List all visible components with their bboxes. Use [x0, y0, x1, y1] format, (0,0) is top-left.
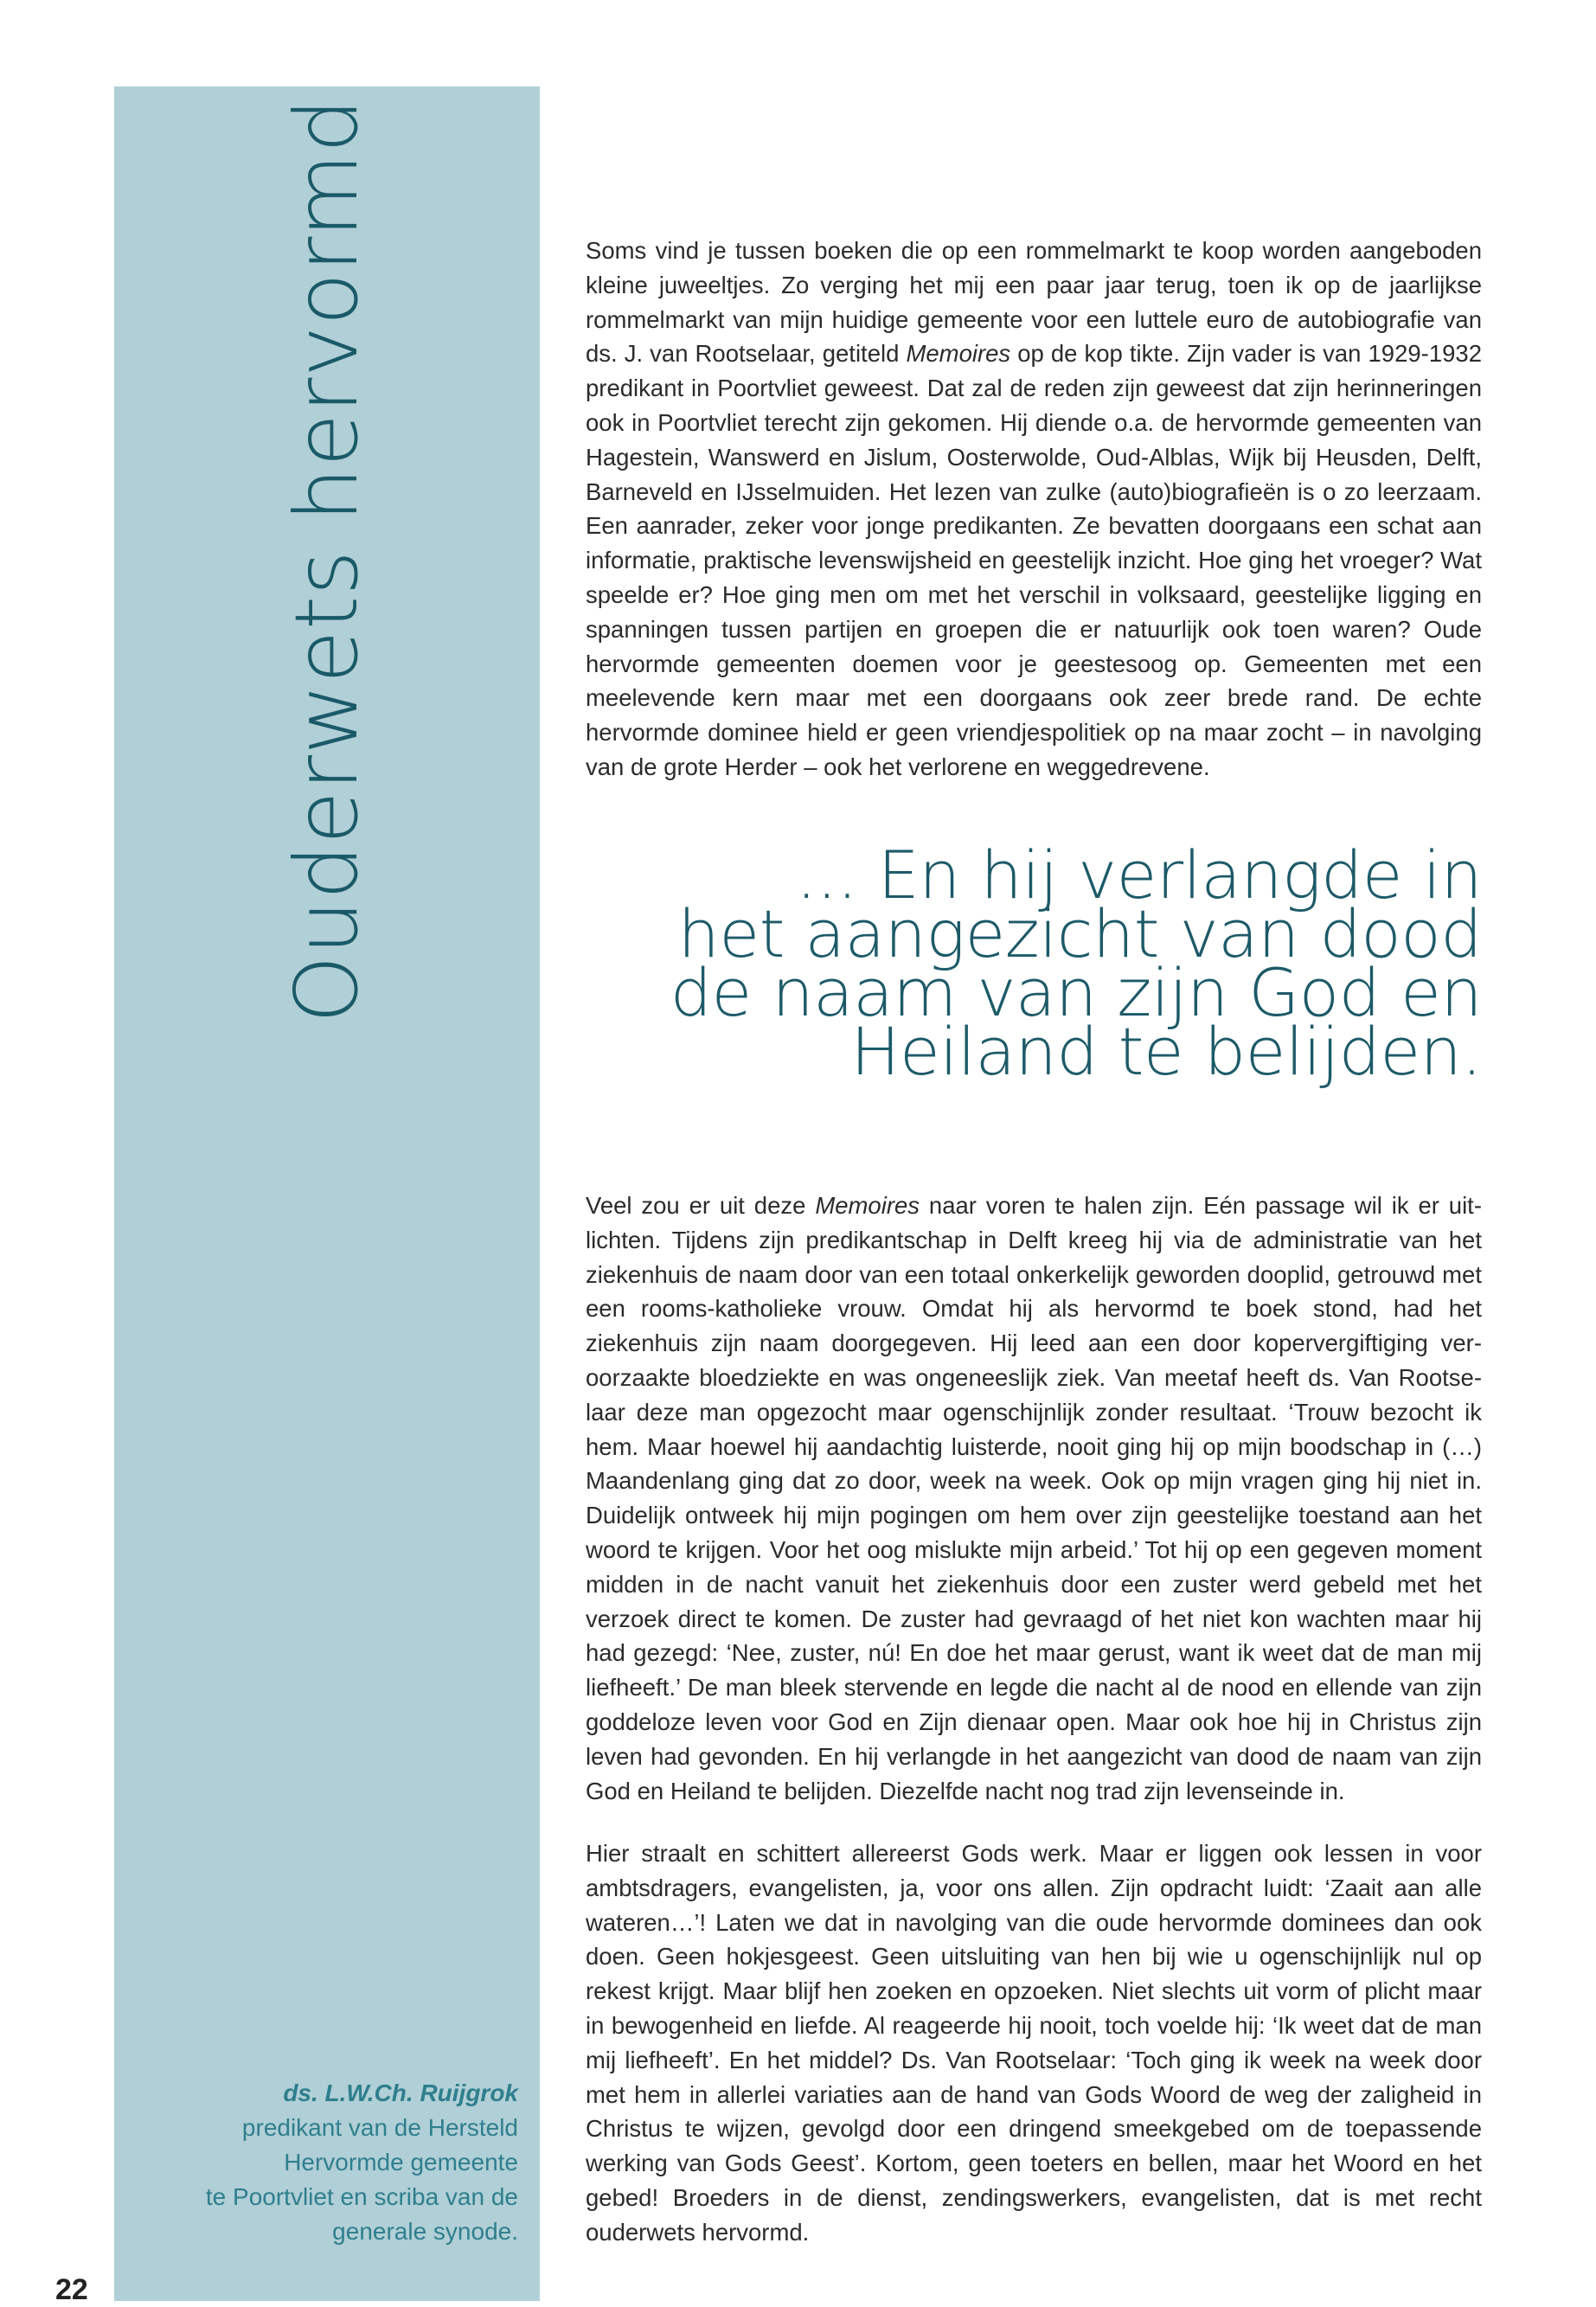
author-line: te Poortvliet en scriba van de: [205, 2183, 518, 2210]
pull-quote-line: Heiland te belijden.: [850, 1013, 1482, 1090]
paragraph-text: Soms vind je tussen boeken die op een rommelmarkt te koop worden aangeboden kleine juweeltjes. Zo verging het mij een paar jaar terug, toen ik op de jaarlijkse rommelmarkt van mijn huidige gemeente voor een luttele euro de autobiografie van ds. J. van Rootselaar, getiteld: [586, 237, 1482, 368]
paragraph-text: naar voren te halen zijn. Eén passage wil ik er uitlichten. Tijdens zijn predikantschap in Delft kreeg hij via de administratie van het ziekenhuis de naam door van een totaal onkerkelijk geworden dooplid, getrouwd met een rooms-katholieke vrouw. Omdat hij als hervormd te boek stond, had het ziekenhuis zijn naam doorgegeven. Hij leed aan een door kopervergiftiging veroorzaakte bloedziekte en was ongeneeslijk ziek. Van meetaf heeft ds. Van Rootselaar deze man opgezocht maar ogenschijnlijk zonder resultaat. ‘Trouw bezocht ik hem. Maar hoewel hij aandachtig luisterde, nooit ging hij op mijn boodschap in (…) Maandenlang ging dat zo door, week na week. Ook op mijn vragen ging hij niet in. Duidelijk ontweek hij mijn pogingen om hem over zijn geestelijke toestand aan het woord te krijgen. Voor het oog mislukte mijn arbeid.’ Tot hij op een gegeven moment midden in de nacht vanuit het ziekenhuis door een zuster werd gebeld met het verzoek direct te komen. De zuster had gevraagd of het niet kon wachten maar hij had gezegd: ‘Nee, zuster, nú! En doe het maar gerust, want ik weet dat de man mij liefheeft.’ De man bleek stervende en legde die nacht al de nood en ellende van zijn goddeloze leven voor God en Zijn dienaar open. Maar ook hoe hij in Christus zijn leven had gevonden. En hij verlangde in het aangezicht van dood de naam van zijn God en Heiland te belijden. Diezelfde nacht nog trad zijn levenseinde in.: [586, 1192, 1482, 1804]
author-line: generale synode.: [332, 2218, 518, 2245]
pull-quote-line: het aangezicht van dood: [677, 895, 1482, 972]
article-paragraph-2: [586, 1189, 1482, 1808]
pull-quote: [657, 836, 1482, 1090]
vertical-title: Ouderwets hervormd: [276, 97, 377, 1024]
author-line: predikant van de Hersteld: [241, 2114, 518, 2141]
author-name: ds. L.W.Ch. Ruijgrok: [283, 2080, 518, 2106]
paragraph-text: op de kop tikte. Zijn vader is van 1929-1932 predikant in Poortvliet geweest. Dat zal de reden zijn geweest dat zijn herinneringen ook in Poortvliet terecht zijn gekomen. Hij diende o.a. de hervormde gemeenten van Hagestein, Wanswerd en Jislum, Oosterwolde, Oud-Alblas, Wijk bij Heusden, Delft, Barneveld en IJsselmuiden. Het lezen van zulke (auto)biografieën is o zo leerzaam. Een aanrader, zeker voor jonge predikanten. Ze bevatten doorgaans een schat aan informatie, praktische levenswijsheid en geestelijk inzicht. Hoe ging het vroeger? Wat speelde er? Hoe ging men om met het verschil in volksaard, geestelijke ligging en spanningen tussen partijen en groepen die er natuurlijk ook toen waren? Oude hervormde gemeenten doemen voor je geestesoog op. Gemeenten met een meelevende kern maar met een doorgaans ook zeer brede rand. De echte hervormde dominee hield er geen vriendjespolitiek op na maar zocht – in navolging van de grote Herder – ook het verlorene en weggedrevene.: [586, 340, 1483, 780]
author-line: Hervormde gemeente: [284, 2149, 518, 2176]
author-block: [138, 2076, 518, 2249]
page-number: 22: [55, 2273, 88, 2306]
pull-quote-line: de naam van zijn God en: [670, 954, 1482, 1031]
article-paragraph-1: [586, 234, 1482, 785]
paragraph-text: Veel zou er uit deze: [586, 1192, 816, 1219]
book-title: Memoires: [906, 340, 1011, 368]
pull-quote-line: ... En hij verlangde in: [796, 836, 1482, 913]
article-paragraph-3: Hier straalt en schittert allereerst Gods werk. Maar er liggen ook lessen in voor ambtsdragers, evangelisten, ja, voor ons allen. Zijn opdracht luidt: ‘Zaait aan alle wateren…’! Laten we dat in navolging van die oude hervormde dominees dan ook doen. Geen hokjesgeest. Geen uitsluiting van hen bij wie u ogenschijnlijk nul op rekest krijgt. Maar blijf hen zoeken en opzoeken. Niet slechts uit vorm of plicht maar in bewogenheid en liefde. Al reageerde hij nooit, toch voelde hij: ‘Ik weet dat de man mij liefheeft’. En het middel? Ds. Van Rootselaar: ‘Toch ging ik week na week door met hem in allerlei variaties aan de hand van Gods Woord de weg der zaligheid in Christus te wijzen, gevolgd door een dringend smeekgebed om de toepassende werking van Gods Geest’. Kortom, geen toeters en bellen, maar het Woord en het gebed! Broeders in de dienst, zendingswerkers, evangelisten, dat is met recht ouderwets hervormd.: [586, 1840, 1482, 2246]
book-title: Memoires: [815, 1192, 920, 1219]
